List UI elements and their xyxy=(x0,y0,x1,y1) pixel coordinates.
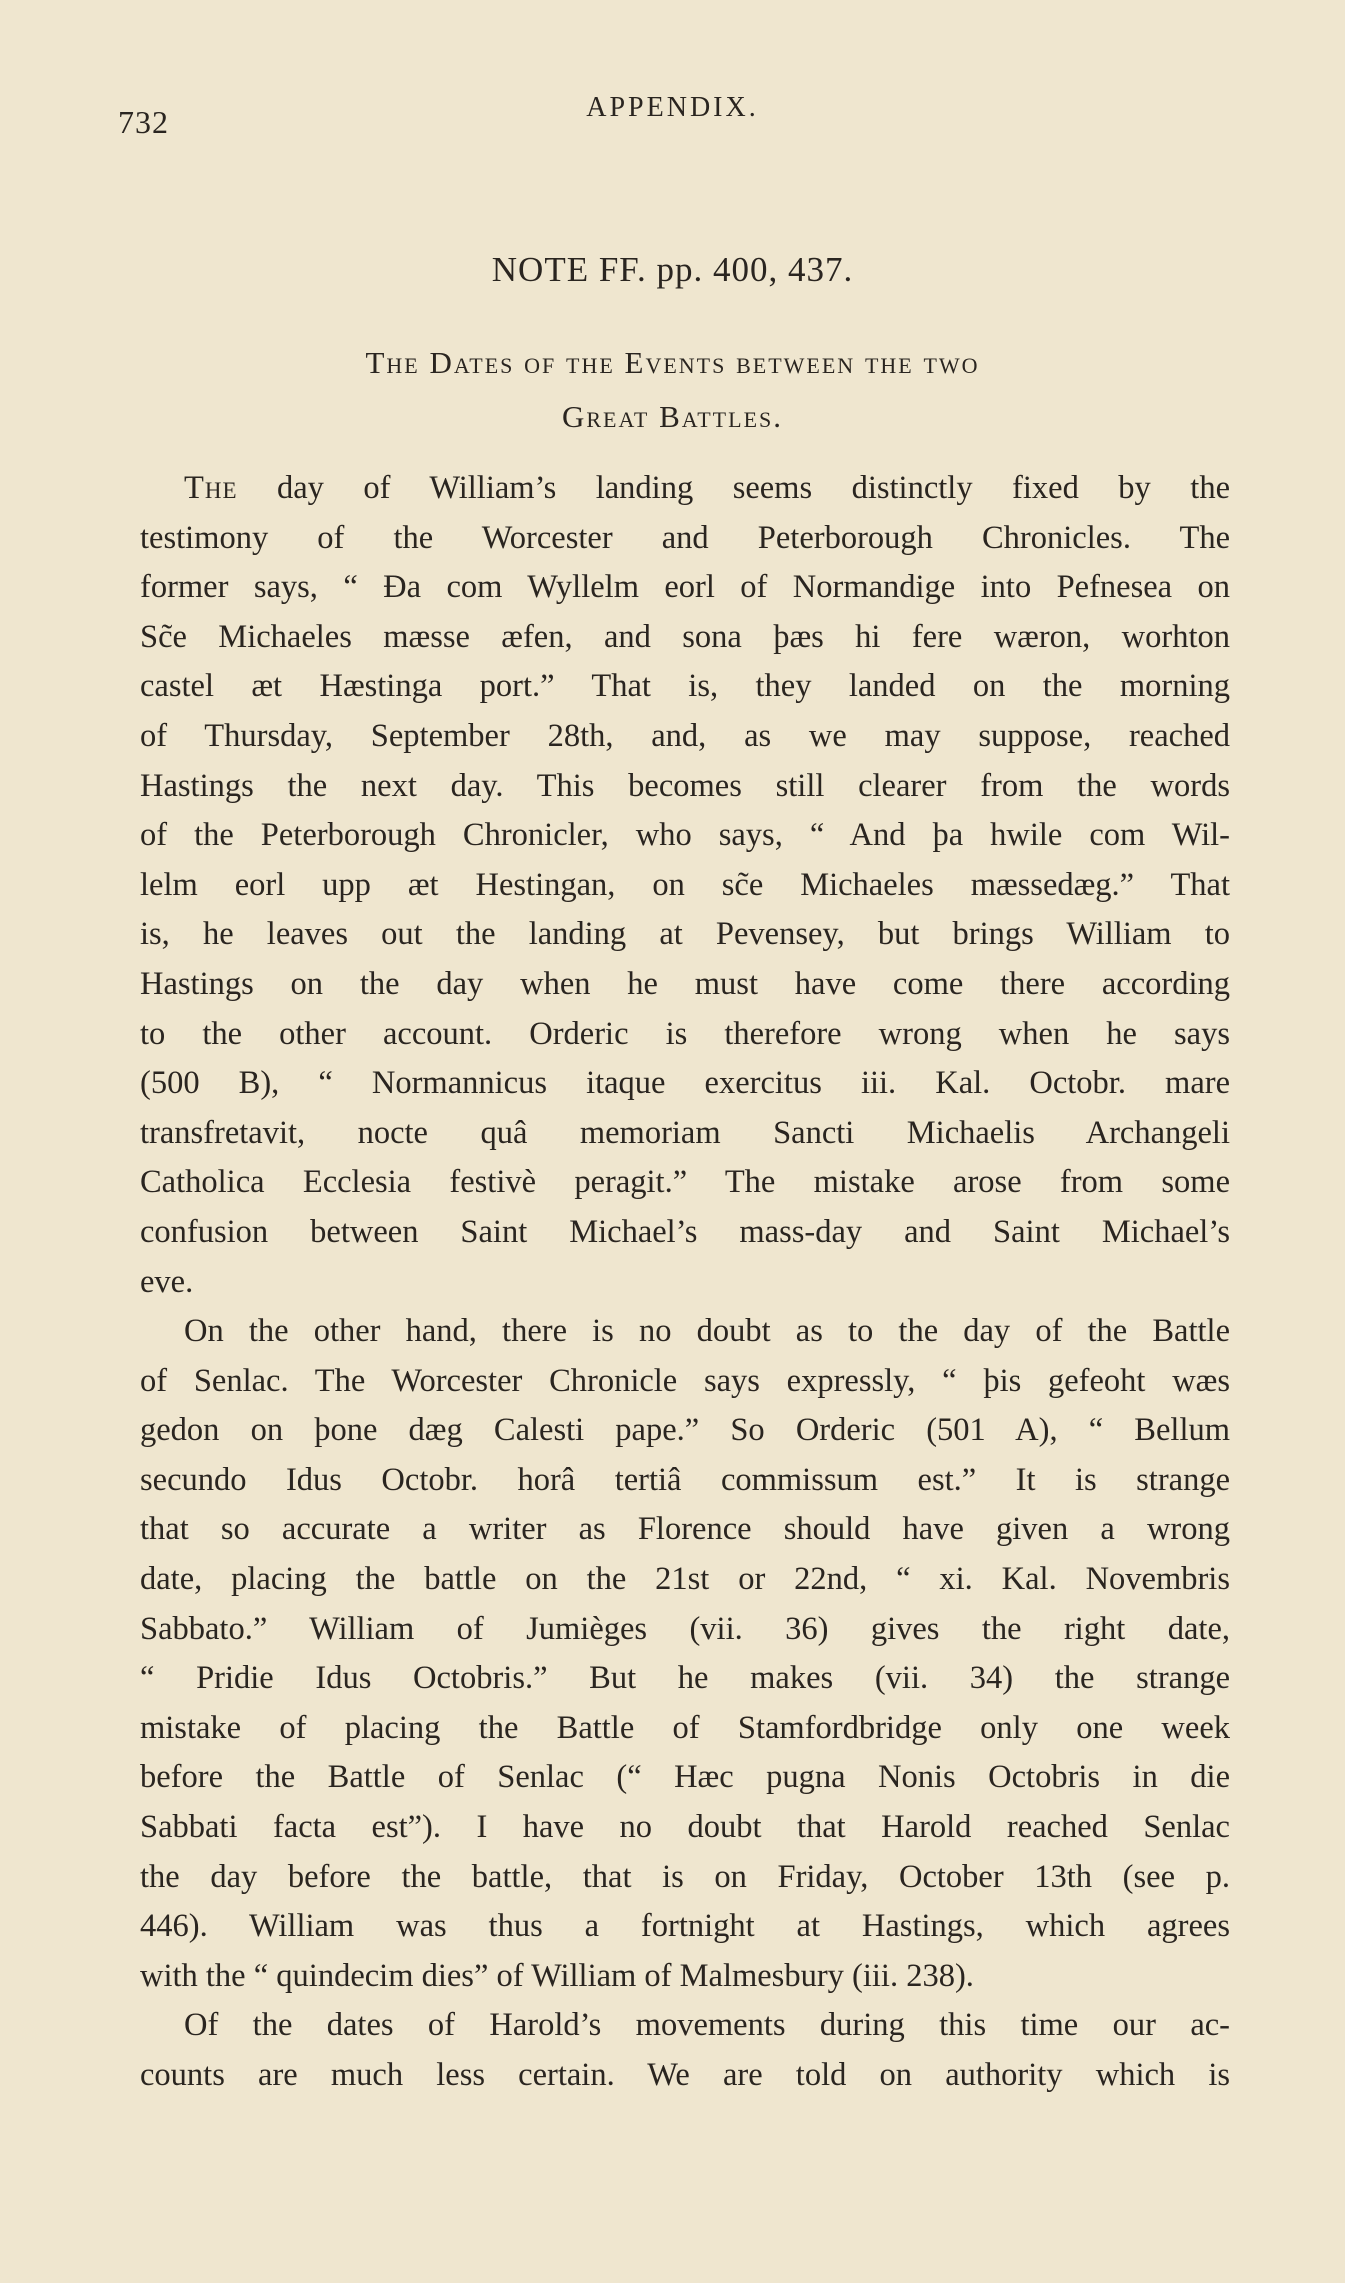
text-line: that so accurate a writer as Florence should have given a wrong xyxy=(140,1511,1230,1548)
note-subtitle xyxy=(220,336,1125,444)
running-head: APPENDIX. xyxy=(586,92,759,123)
text-line: “ Pridie Idus Octobris.” But he makes (vii. 34) the strange xyxy=(140,1660,1230,1697)
text-line: with the “ quindecim dies” of William of Malmesbury (iii. 238). xyxy=(140,1957,974,1994)
text-line: former says, “ Ða com Wyllelm eorl of Normandige into Pefnesea on xyxy=(140,569,1230,606)
page-header xyxy=(118,92,1227,142)
text-line: Sabbati facta est”). I have no doubt that Harold reached Senlac xyxy=(140,1809,1230,1846)
text-line: castel æt Hæstinga port.” That is, they landed on the morning xyxy=(140,668,1230,705)
text-line: the day before the battle, that is on Friday, October 13th (see p. xyxy=(140,1858,1230,1895)
text-line: before the Battle of Senlac (“ Hæc pugna Nonis Octobris in die xyxy=(140,1759,1230,1796)
text-line: of the Peterborough Chronicler, who says, “ And þa hwile com Wil- xyxy=(140,817,1230,854)
text-line: of Thursday, September 28th, and, as we may suppose, reached xyxy=(140,717,1230,754)
subtitle-line: The Dates of the Events between the two xyxy=(365,345,980,380)
text-line: confusion between Saint Michael’s mass-day and Saint Michael’s xyxy=(140,1213,1230,1250)
text-line: gedon on þone dæg Calesti pape.” So Orderic (501 A), “ Bellum xyxy=(140,1412,1230,1449)
page-number: 732 xyxy=(118,104,169,140)
note-title: NOTE FF. pp. 400, 437. xyxy=(491,250,854,289)
text-line: transfretavit, nocte quâ memoriam Sancti Michaelis Archangeli xyxy=(140,1114,1230,1151)
text-line: Hastings on the day when he must have come there according xyxy=(140,965,1230,1002)
text-line: date, placing the battle on the 21st or 22nd, “ xi. Kal. Novembris xyxy=(140,1561,1230,1598)
text-line: is, he leaves out the landing at Pevensey, but brings William to xyxy=(140,916,1230,953)
text-line: to the other account. Orderic is therefore wrong when he says xyxy=(140,1015,1230,1052)
text-line: Catholica Ecclesia festivè peragit.” The mistake arose from some xyxy=(140,1164,1230,1201)
lead-in: The xyxy=(184,470,238,506)
text-line: counts are much less certain. We are told on authority which is xyxy=(140,2057,1230,2093)
text-line: Hastings the next day. This becomes still clearer from the words xyxy=(140,767,1230,804)
text-line xyxy=(140,464,1230,514)
subtitle-line: Great Battles. xyxy=(561,399,783,434)
text-line: Of the dates of Harold’s movements during this time our ac- xyxy=(184,2007,1230,2044)
text-line: Sabbato.” William of Jumièges (vii. 36) gives the right date, xyxy=(140,1610,1230,1647)
text-line: mistake of placing the Battle of Stamfordbridge only one week xyxy=(140,1709,1230,1746)
line-text: day of William’s landing seems distinctly fixed by the xyxy=(237,470,1230,506)
text-line: Sc̃e Michaeles mæsse æfen, and sona þæs hi fere wæron, worhton xyxy=(140,618,1230,655)
text-line: testimony of the Worcester and Peterborough Chronicles. The xyxy=(140,519,1230,556)
text-line: 446). William was thus a fortnight at Hastings, which agrees xyxy=(140,1908,1230,1945)
text-line: (500 B), “ Normannicus itaque exercitus iii. Kal. Octobr. mare xyxy=(140,1065,1230,1102)
text-line: On the other hand, there is no doubt as to the day of the Battle xyxy=(184,1313,1230,1350)
text-line: secundo Idus Octobr. horâ tertiâ commissum est.” It is strange xyxy=(140,1461,1230,1498)
text-line: of Senlac. The Worcester Chronicle says expressly, “ þis gefeoht wæs xyxy=(140,1362,1230,1399)
text-line: eve. xyxy=(140,1263,194,1300)
body-text xyxy=(140,464,1230,2101)
text-line: lelm eorl upp æt Hestingan, on sc̃e Michaeles mæssedæg.” That xyxy=(140,866,1230,903)
